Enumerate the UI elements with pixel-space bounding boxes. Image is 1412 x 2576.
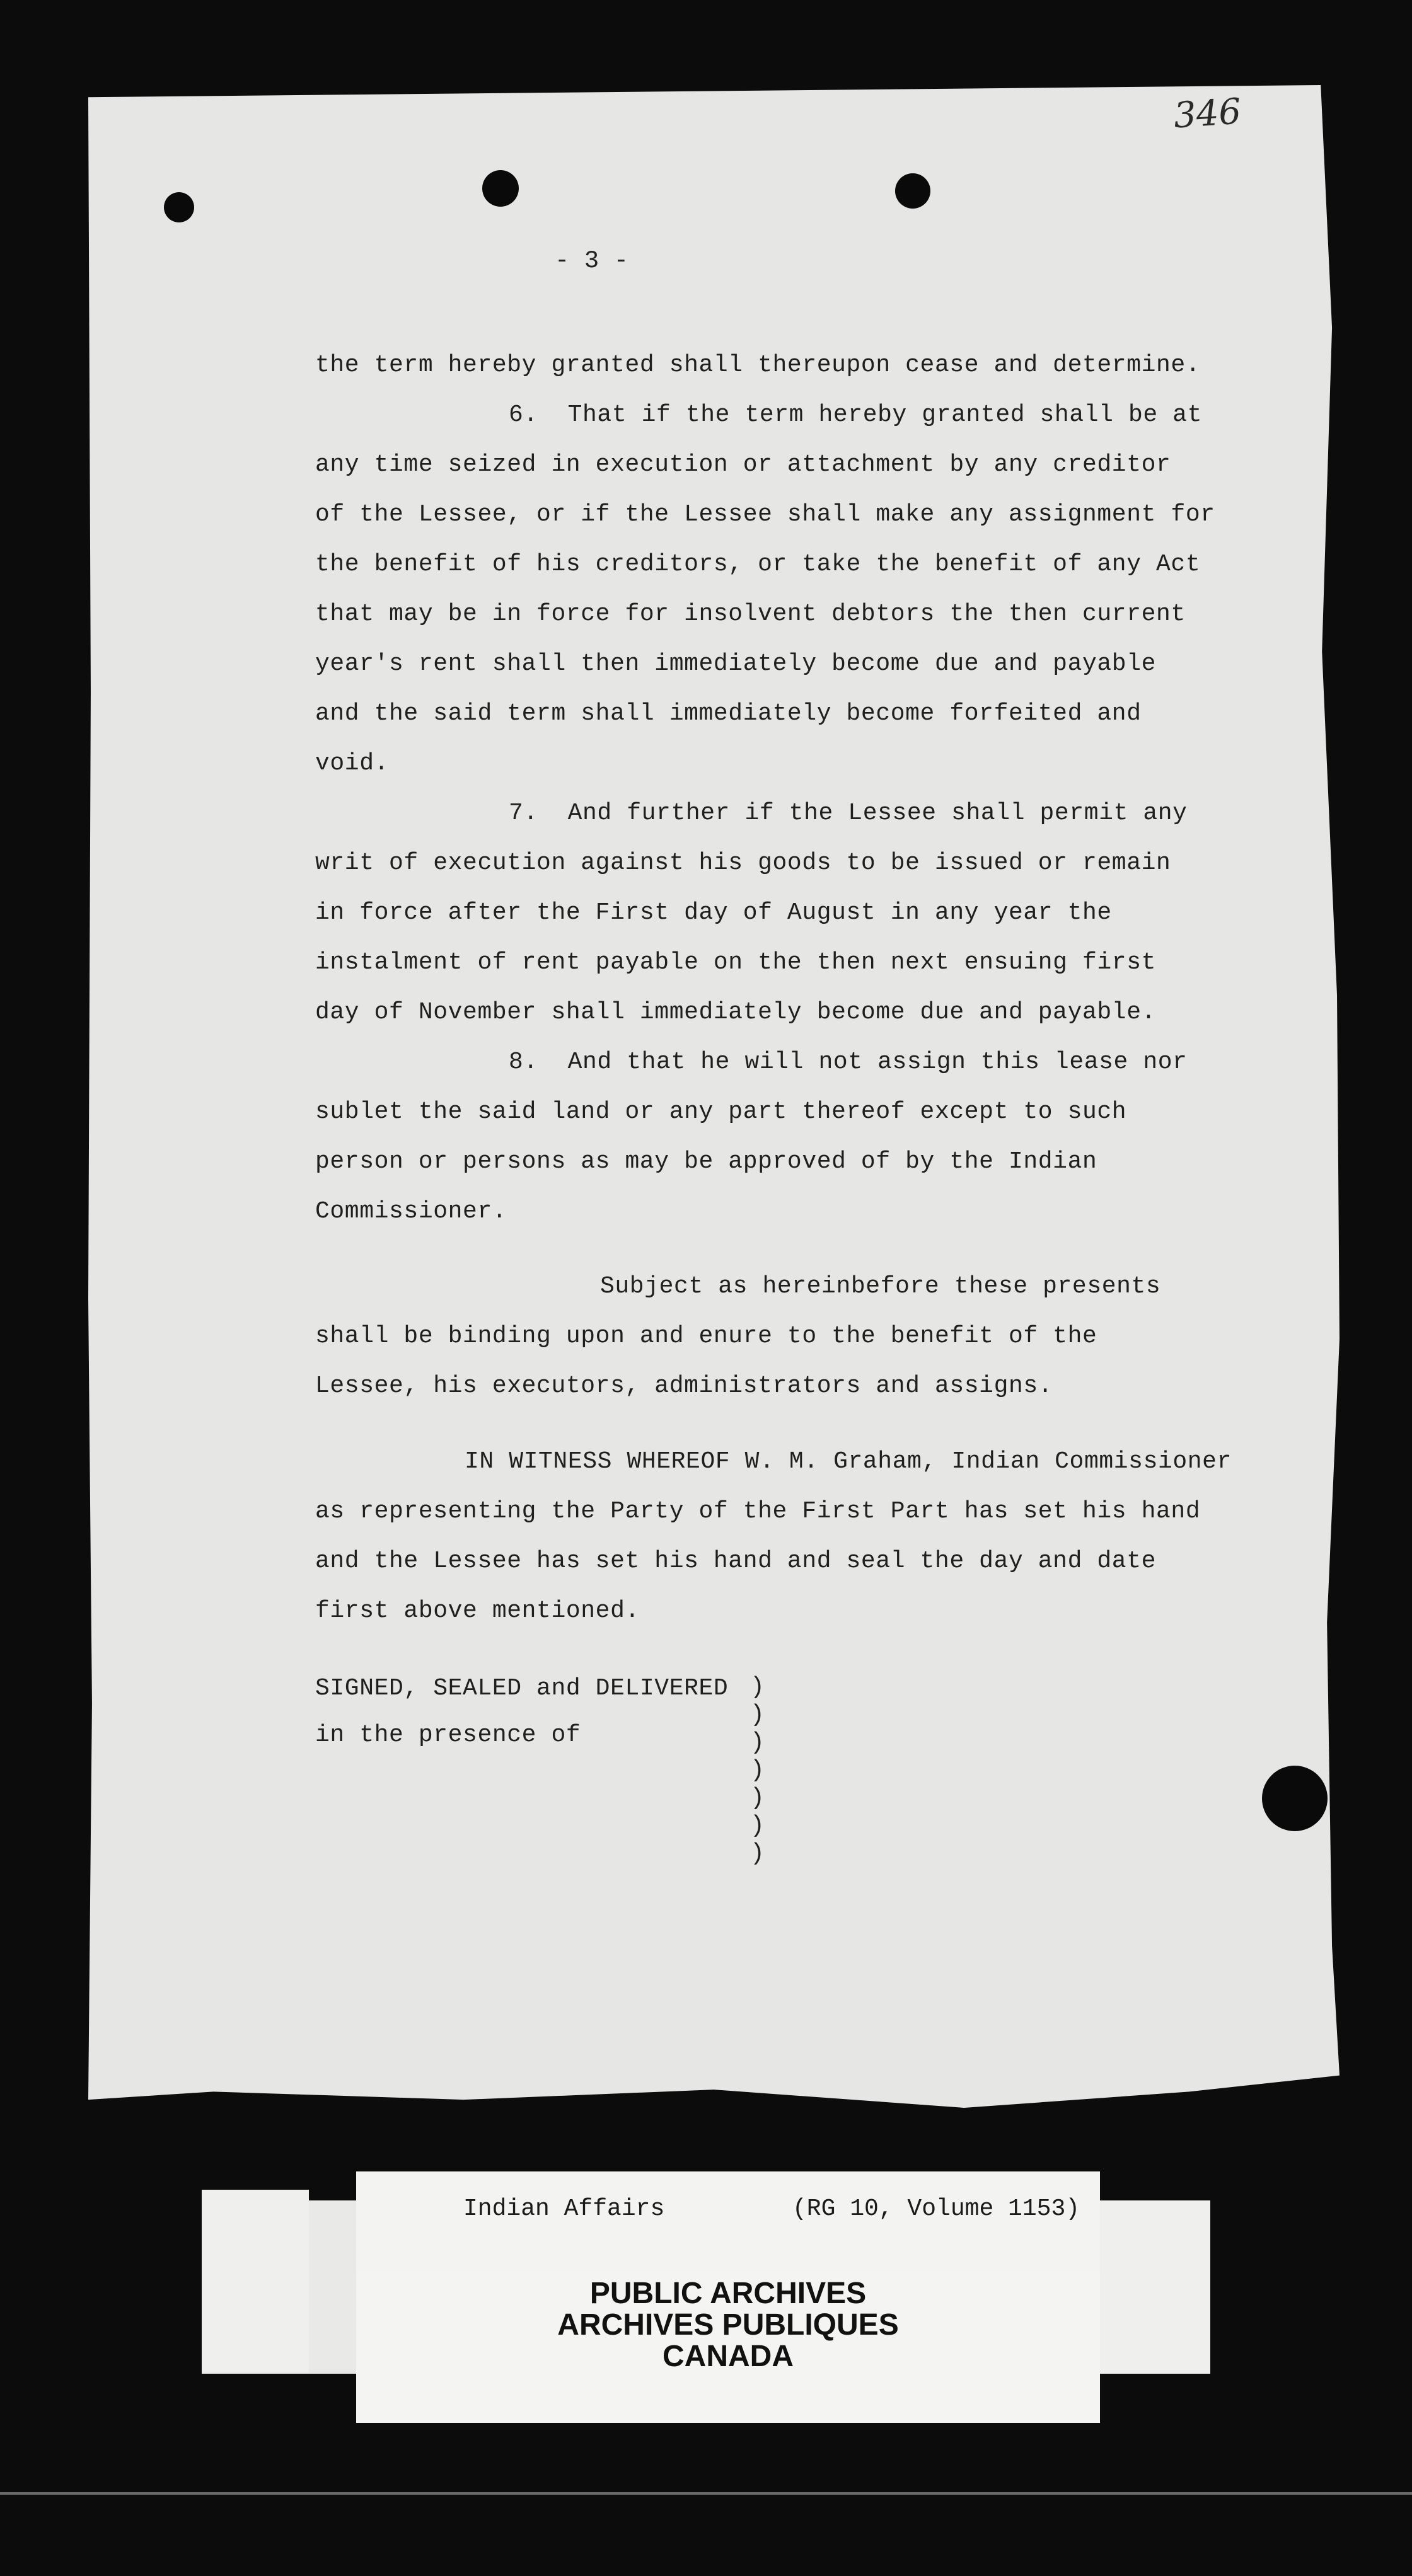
handwritten-page-number: 346 [1172, 91, 1243, 137]
body-line: of the Lessee, or if the Lessee shall make any assignment for [315, 501, 1215, 528]
archive-stamp [356, 2278, 1100, 2372]
archive-label-tab-left [202, 2190, 309, 2372]
body-line: and the Lessee has set his hand and seal the day and date [315, 1548, 1157, 1575]
archive-department: Indian Affairs [463, 2195, 665, 2222]
archive-reference-card [356, 2171, 1100, 2272]
body-line: any time seized in execution or attachment by any creditor [315, 451, 1171, 478]
body-line: and the said term shall immediately become forfeited and [315, 700, 1142, 727]
body-line: first above mentioned. [315, 1597, 640, 1624]
body-line: person or persons as may be approved of by the Indian [315, 1148, 1097, 1175]
body-line: shall be binding upon and enure to the benefit of the [315, 1323, 1097, 1350]
signature-brace: ) ) ) ) ) ) ) [750, 1674, 765, 1867]
punch-hole-right [1262, 1766, 1328, 1831]
archive-label-tab-right [1100, 2200, 1210, 2374]
body-line: instalment of rent payable on the then next ensuing first [315, 949, 1157, 976]
body-line: 6. That if the term hereby granted shall be at [509, 401, 1202, 428]
scan-bottom-rule [0, 2492, 1412, 2495]
body-line: day of November shall immediately become due and payable. [315, 999, 1157, 1026]
archive-stamp-line: PUBLIC ARCHIVES [589, 2277, 867, 2310]
body-line: the term hereby granted shall thereupon cease and determine. [315, 352, 1201, 379]
body-line: Commissioner. [315, 1198, 507, 1225]
signature-block-subheading: in the presence of [315, 1722, 581, 1749]
body-line: sublet the said land or any part thereof except to such [315, 1098, 1127, 1125]
body-line: void. [315, 750, 390, 777]
body-line: as representing the Party of the First Part has set his hand [315, 1498, 1201, 1525]
archive-stamp-line: CANADA [663, 2340, 794, 2373]
body-line: the benefit of his creditors, or take the benefit of any Act [315, 551, 1201, 578]
body-line: 8. And that he will not assign this lease nor [509, 1049, 1188, 1076]
punch-hole-left [164, 192, 194, 222]
punch-hole-top-right [895, 173, 930, 209]
body-line: IN WITNESS WHEREOF W. M. Graham, Indian Commissioner [465, 1448, 1232, 1475]
body-line: Lessee, his executors, administrators and assigns. [315, 1372, 1053, 1400]
archive-stamp-line: ARCHIVES PUBLIQUES [557, 2308, 899, 2342]
body-line: that may be in force for insolvent debtors the then current [315, 601, 1186, 628]
archive-reference: (RG 10, Volume 1153) [792, 2195, 1080, 2222]
document-page [88, 85, 1340, 2108]
signature-block-heading: SIGNED, SEALED and DELIVERED [315, 1675, 729, 1702]
page-header: - 3 - [555, 247, 629, 275]
body-line: writ of execution against his goods to be issued or remain [315, 849, 1171, 877]
punch-hole-top-middle [482, 170, 519, 207]
body-line: Subject as hereinbefore these presents [600, 1273, 1161, 1300]
body-line: in force after the First day of August in any year the [315, 899, 1112, 926]
body-line: 7. And further if the Lessee shall permit any [509, 800, 1188, 827]
body-line: year's rent shall then immediately become due and payable [315, 650, 1157, 677]
